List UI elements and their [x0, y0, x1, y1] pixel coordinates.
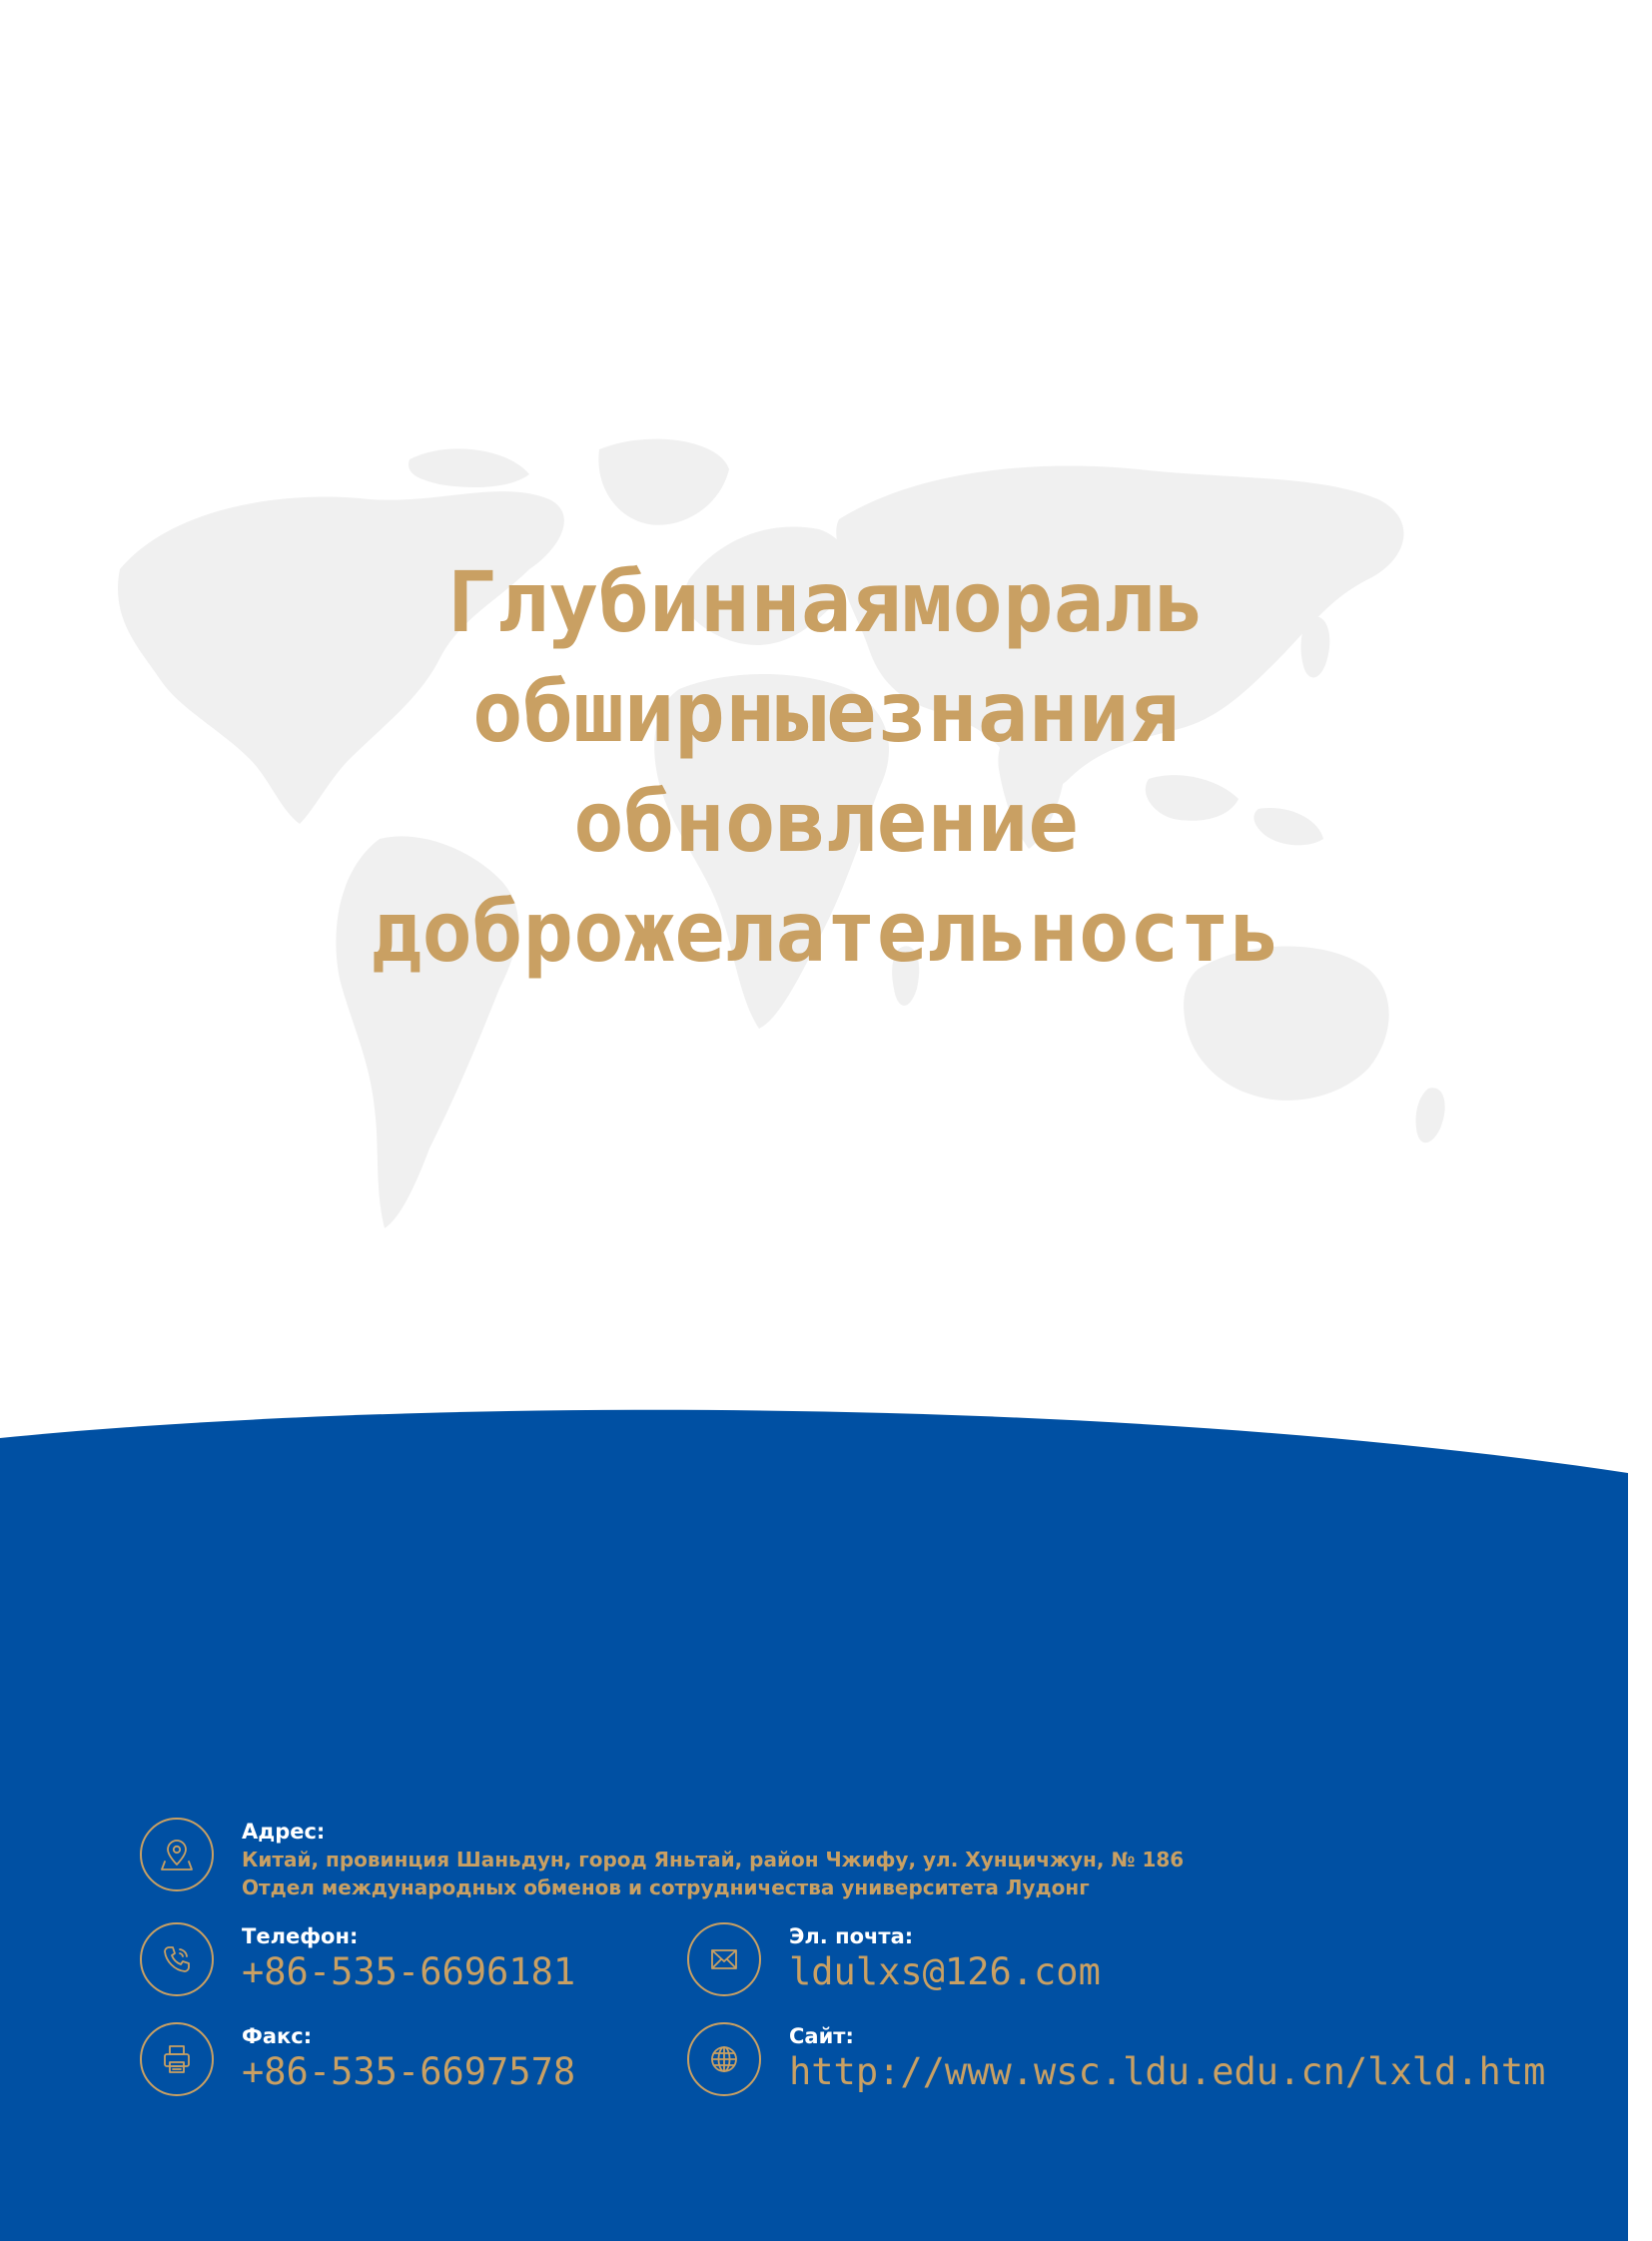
address-line-2: Отдел международных обменов и сотрудничества университета Лудонг: [242, 1875, 1090, 1899]
motto-line-2: обширныезнания: [471, 663, 1180, 761]
email-block: [687, 1922, 1101, 1996]
motto-line-3: обновление: [573, 773, 1079, 871]
email-value[interactable]: ldulxs@126.com: [789, 1950, 1101, 1993]
phone-icon: [140, 1922, 214, 1996]
address-line-1: Китай, провинция Шаньдун, город Яньтай, район Чжифу, ул. Хунцичжун, № 186: [242, 1848, 1185, 1871]
fax-label: Факс:: [242, 2024, 313, 2048]
website-value[interactable]: http://www.wsc.ldu.edu.cn/lxld.htm: [789, 2050, 1546, 2093]
fax-icon: [140, 2022, 214, 2096]
globe-icon: [687, 2022, 761, 2096]
website-label: Сайт:: [789, 2024, 854, 2048]
university-motto: [0, 547, 1652, 987]
mail-icon: [687, 1922, 761, 1996]
motto-line-4: доброжелательность: [371, 883, 1281, 981]
fax-block: [140, 2022, 575, 2096]
address-label: Адрес:: [242, 1820, 326, 1844]
email-label: Эл. почта:: [789, 1924, 914, 1948]
location-pin-icon: [140, 1818, 214, 1891]
phone-label: Телефон:: [242, 1924, 359, 1948]
phone-value[interactable]: +86-535-6696181: [242, 1950, 576, 1993]
motto-line-1: Глубиннаямораль: [446, 553, 1206, 651]
address-block: [140, 1818, 1184, 1901]
greenland-shape: [598, 439, 729, 525]
website-block: [687, 2022, 1545, 2096]
phone-block: [140, 1922, 575, 1996]
fax-value[interactable]: +86-535-6697578: [242, 2050, 576, 2093]
